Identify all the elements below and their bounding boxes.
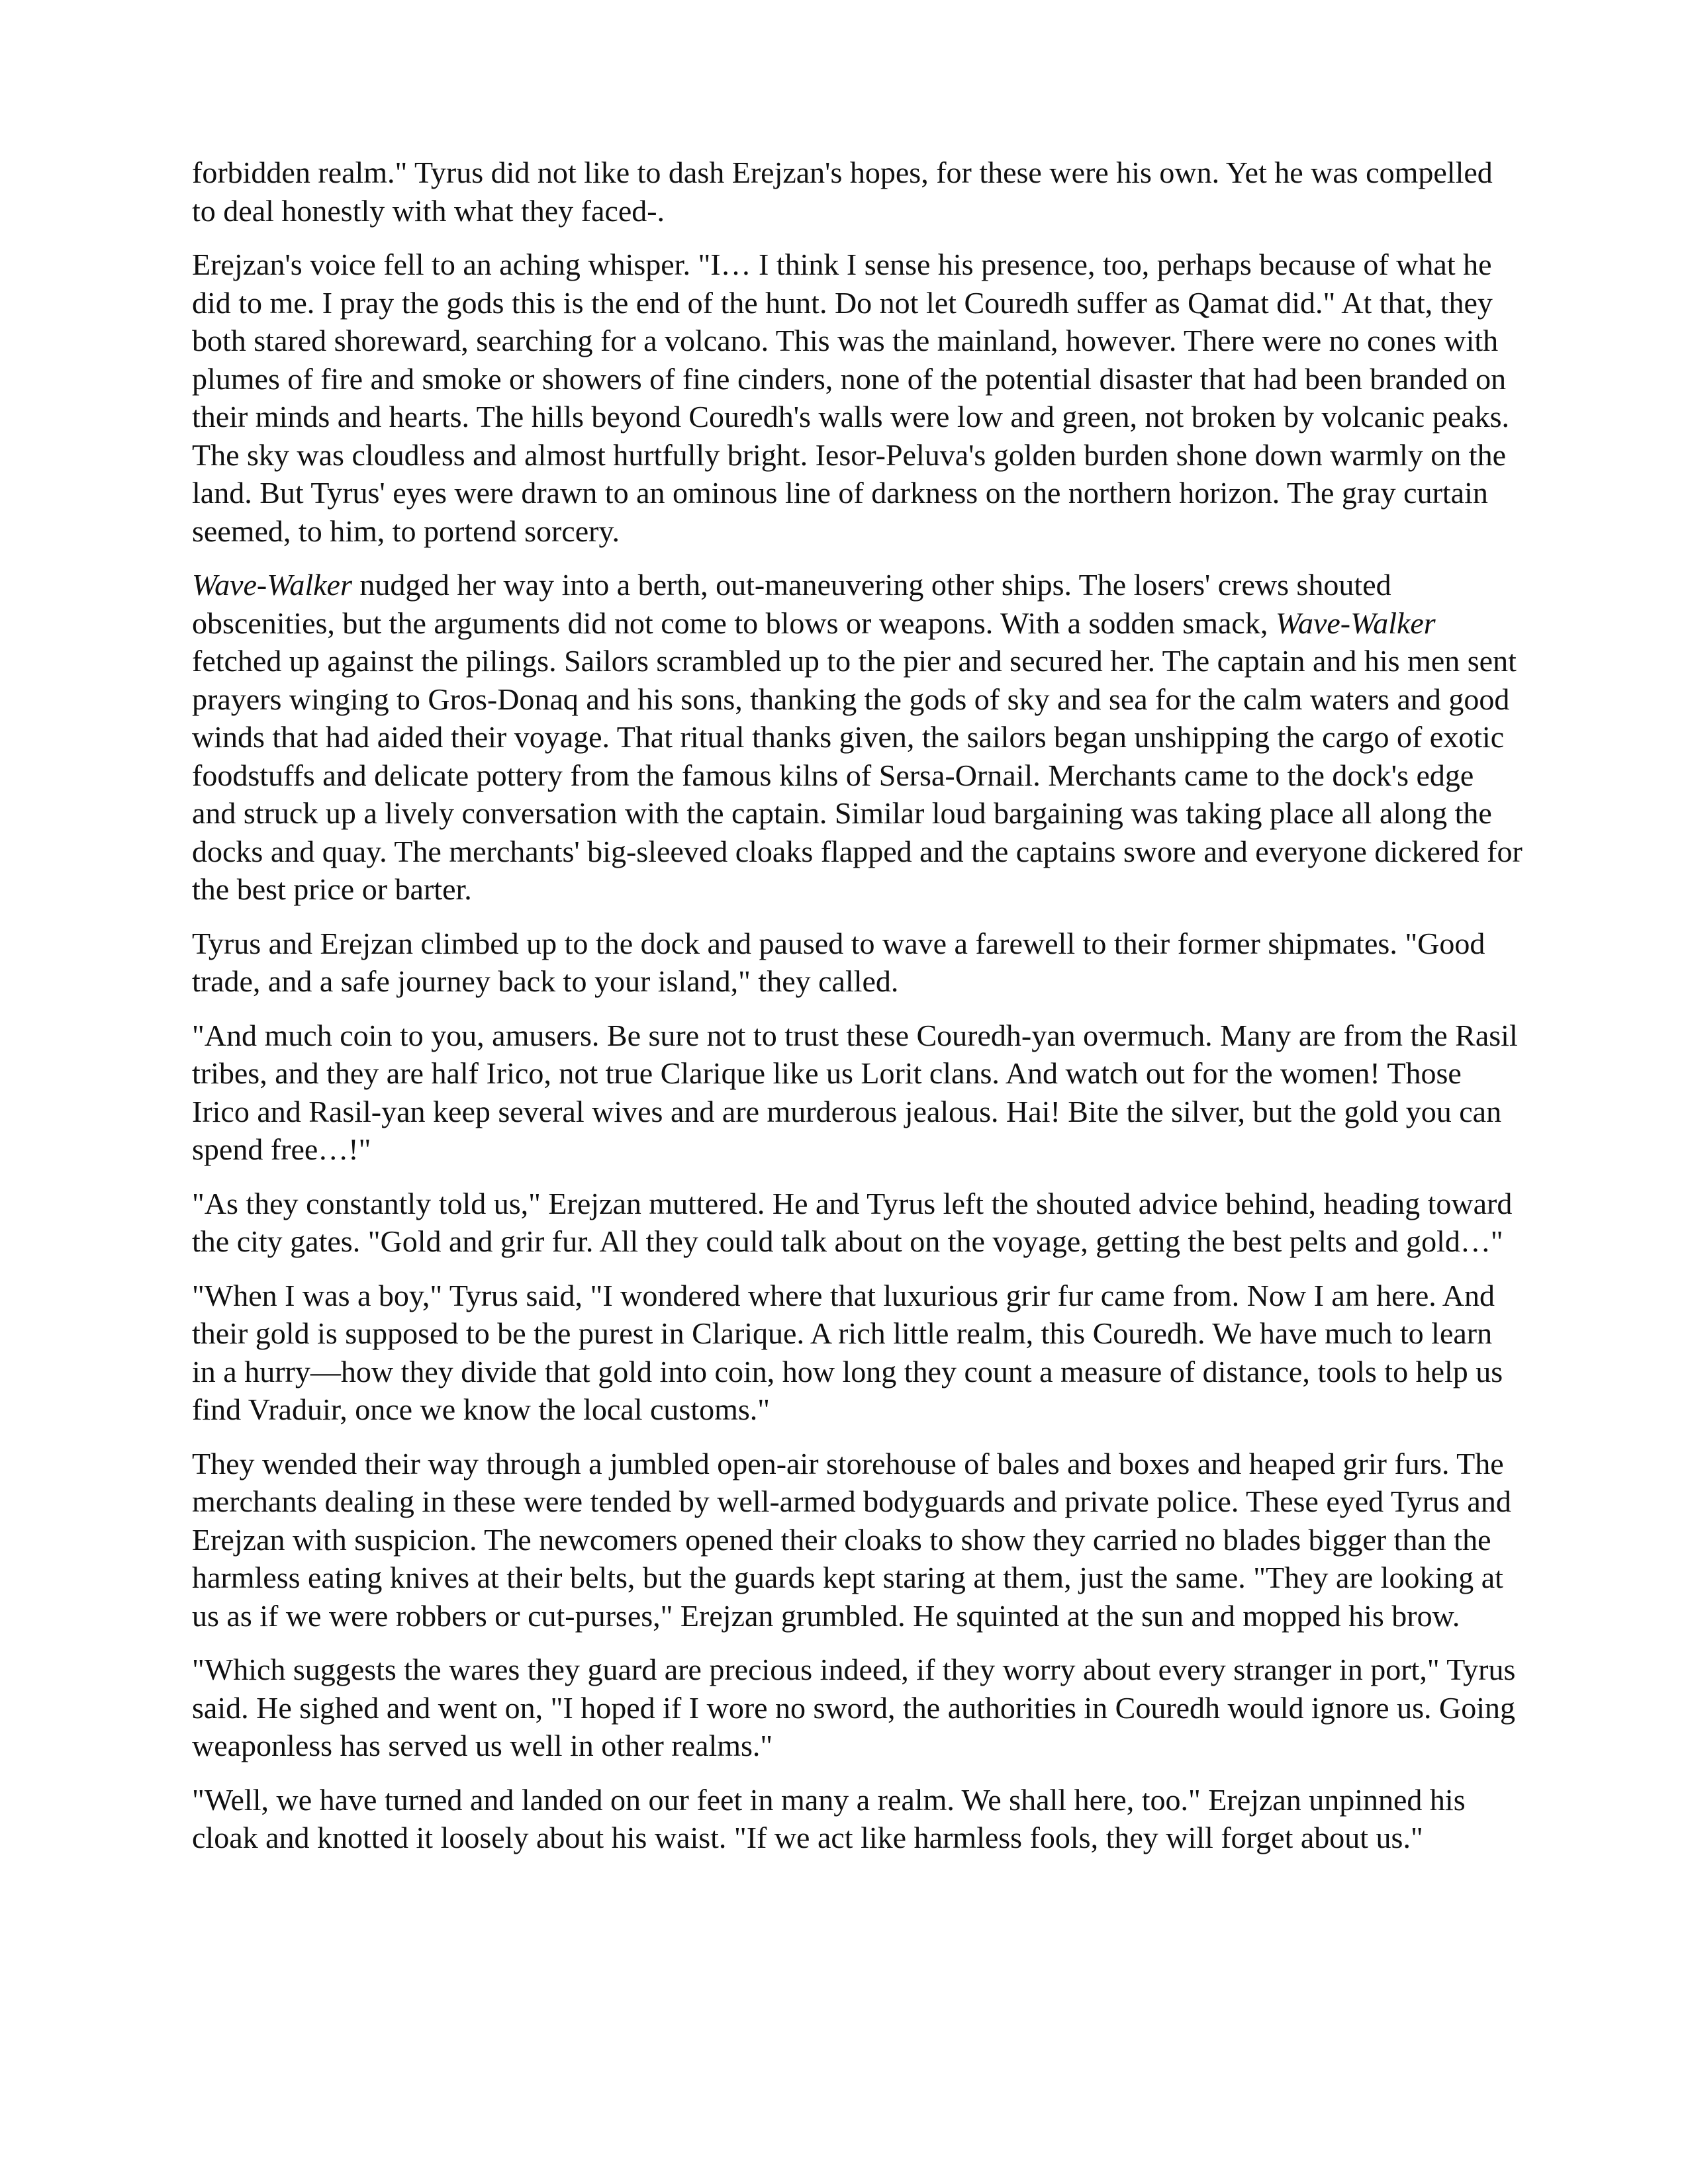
paragraph: "Well, we have turned and landed on our feet in many a realm. We shall here, too." Erejzan unpinned his cloak and knotted it loosely about his waist. "If we act like harmless fools, they will forget about us." [192, 1782, 1466, 1854]
ship-name: Wave-Walker [192, 568, 352, 602]
paragraph: They wended their way through a jumbled open-air storehouse of bales and boxes and heaped grir furs. The merchants dealing in these were tended by well-armed bodyguards and private police. These eyed Tyrus and Erejzan with suspicion. The newcomers opened their cloaks to show they carried no blades bigger than the harmless eating knives at their belts, but the guards kept staring at them, just the same. "They are looking at us as if we were robbers or cut-purses," Erejzan grumbled. He squinted at the sun and mopped his brow. [192, 1446, 1511, 1633]
paragraph: "As they constantly told us," Erejzan muttered. He and Tyrus left the shouted advice behind, heading toward the city gates. "Gold and grir fur. All they could talk about on the voyage, getting the best pelts and gold…" [192, 1186, 1513, 1258]
paragraph-text: fetched up against the pilings. Sailors scrambled up to the pier and secured her. The captain and his men sent prayers winging to Gros-Donaq and his sons, thanking the gods of sky and sea for the calm waters and good winds that had aided their voyage. That ritual thanks given, the sailors began unshipping the cargo of exotic foodstuffs and delicate pottery from the famous kilns of Sersa-Ornail. Merchants came to the dock's edge and struck up a lively conversation with the captain. Similar loud bargaining was taking place all along the docks and quay. The merchants' big-sleeved cloaks flapped and the captains swore and everyone dickered for the best price or barter. [192, 644, 1523, 906]
ship-name: Wave-Walker [1275, 606, 1436, 640]
paragraph: Tyrus and Erejzan climbed up to the dock and paused to wave a farewell to their former shipmates. "Good trade, and a safe journey back to your island," they called. [192, 926, 1485, 998]
paragraph: "And much coin to you, amusers. Be sure not to trust these Couredh-yan overmuch. Many are from the Rasil tribes, and they are half Irico, not true Clarique like us Lorit clans. And watch out for the women! Those Irico and Rasil-yan keep several wives and are murderous jealous. Hai! Bite the silver, but the gold you can spend free…!" [192, 1018, 1518, 1166]
paragraph-text: nudged her way into a berth, out-maneuvering other ships. The losers' crews shouted obscenities, but the arguments did not come to blows or weapons. With a sodden smack, [192, 568, 1391, 640]
paragraph [192, 566, 1523, 909]
document-page [192, 154, 1523, 1873]
paragraph: "When I was a boy," Tyrus said, "I wondered where that luxurious grir fur came from. Now I am here. And their gold is supposed to be the purest in Clarique. A rich little realm, this Couredh. We have much to learn in a hurry—how they divide that gold into coin, how long they count a measure of distance, tools to help us find Vraduir, once we know the local customs." [192, 1278, 1503, 1426]
paragraph: forbidden realm." Tyrus did not like to dash Erejzan's hopes, for these were his own. Yet he was compelled to deal honestly with what they faced-. [192, 156, 1493, 228]
paragraph: Erejzan's voice fell to an aching whisper. "I… I think I sense his presence, too, perhaps because of what he did to me. I pray the gods this is the end of the hunt. Do not let Couredh suffer as Qamat did." At that, they both stared shoreward, searching for a volcano. This was the mainland, however. There were no cones with plumes of fire and smoke or showers of fine cinders, none of the potential disaster that had been branded on their minds and hearts. The hills beyond Couredh's walls were low and green, not broken by volcanic peaks. The sky was cloudless and almost hurtfully bright. Iesor-Peluva's golden burden shone down warmly on the land. But Tyrus' eyes were drawn to an ominous line of darkness on the northern horizon. The gray curtain seemed, to him, to portend sorcery. [192, 248, 1510, 548]
paragraph: "Which suggests the wares they guard are precious indeed, if they worry about every stranger in port," Tyrus said. He sighed and went on, "I hoped if I wore no sword, the authorities in Couredh would ignore us. Going weaponless has served us well in other realms." [192, 1653, 1516, 1762]
